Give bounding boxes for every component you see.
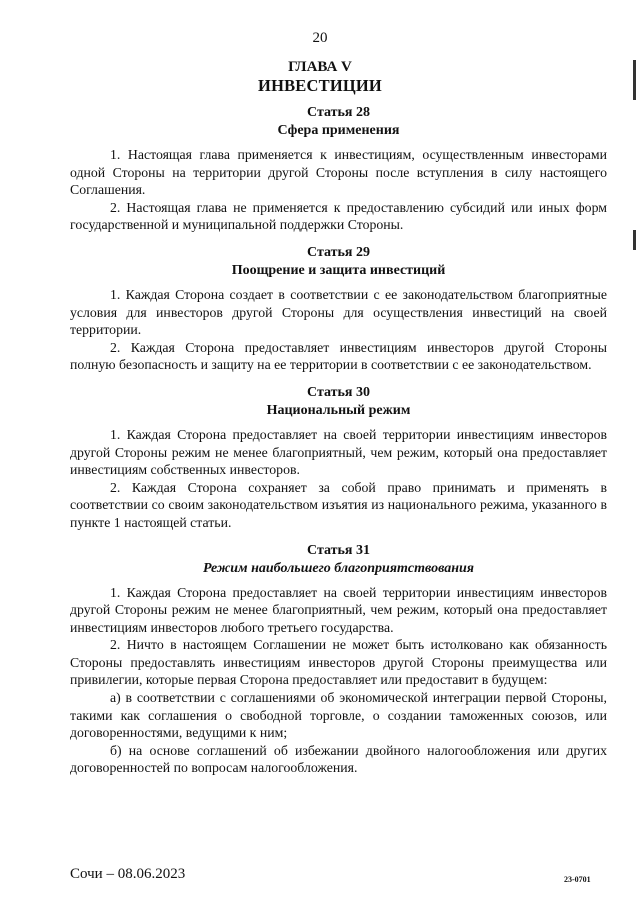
paragraph: 1. Настоящая глава применяется к инвестициям, осуществленным инвесторами одной Стороны на территории другой Стороны после вступления в силу настоящего Соглашения. — [70, 147, 607, 198]
article-29 — [70, 244, 607, 374]
document-body — [70, 104, 607, 777]
page-number: 20 — [312, 30, 328, 46]
chapter-header — [0, 58, 640, 95]
article-title: Режим наибольшего благоприятствования — [202, 560, 475, 576]
article-title: Поощрение и защита инвестиций — [231, 262, 446, 278]
paragraph: 2. Ничто в настоящем Соглашении не может быть истолковано как обязанность Стороны предоставлять инвестициям инвесторов другой Стороны преимущества или привилегии, которые первая Сторона предоставляет или предоставит в будущем: — [70, 637, 607, 688]
scan-edge-mark — [633, 230, 636, 250]
scan-edge-mark — [633, 60, 636, 100]
article-title: Сфера применения — [277, 123, 400, 138]
paragraph: 1. Каждая Сторона предоставляет на своей территории инвестициям инвесторов другой Стороны режим не менее благоприятный, чем режим, который она предоставляет инвестициям собственных инвесторов. — [70, 426, 607, 478]
paragraph: 1. Каждая Сторона создает в соответствии с ее законодательством благоприятные условия для инвесторов другой Стороны для осуществления инвестиций на своей территории. — [70, 286, 607, 338]
article-30 — [70, 384, 607, 532]
article-31 — [70, 542, 607, 778]
footer-place-date: Сочи – 08.06.2023 — [70, 866, 186, 882]
paragraph: 2. Настоящая глава не применяется к предоставлению субсидий или иных форм государственной и муниципальной поддержки Стороны. — [70, 199, 607, 233]
article-heading: Статья 30 — [307, 384, 370, 400]
paragraph: а) в соответствии с соглашениями об экономической интеграции первой Стороны, такими как соглашения о свободной торговле, о создании таможенных союзов, или договоренностями, ведущими к ним; — [70, 690, 607, 741]
article-28 — [70, 104, 607, 234]
article-heading: Статья 28 — [307, 105, 370, 120]
article-heading: Статья 31 — [307, 542, 370, 558]
article-heading: Статья 29 — [307, 244, 370, 260]
footer-doc-code: 23-0701 — [564, 875, 591, 884]
paragraph: 2. Каждая Сторона сохраняет за собой право принимать и применять в соответствии со своим законодательством изъятия из национального режима, указанного в пункте 1 настоящей статьи. — [70, 479, 607, 530]
article-title: Национальный режим — [266, 402, 411, 418]
paragraph: 2. Каждая Сторона предоставляет инвестициям инвесторов другой Стороны полную безопасность и защиту на ее территории в соответствии с ее законодательством. — [70, 339, 607, 373]
chapter-title: ИНВЕСТИЦИИ — [258, 76, 382, 95]
paragraph: б) на основе соглашений об избежании двойного налогообложения или других договоренностей по вопросам налогообложения. — [70, 742, 607, 776]
paragraph: 1. Каждая Сторона предоставляет на своей территории инвестициям инвесторов другой Стороны режим не менее благоприятный, чем режим, который она предоставляет инвестициям инвесторов любого третьего государства. — [70, 584, 607, 635]
chapter-number: ГЛАВА V — [288, 59, 352, 75]
